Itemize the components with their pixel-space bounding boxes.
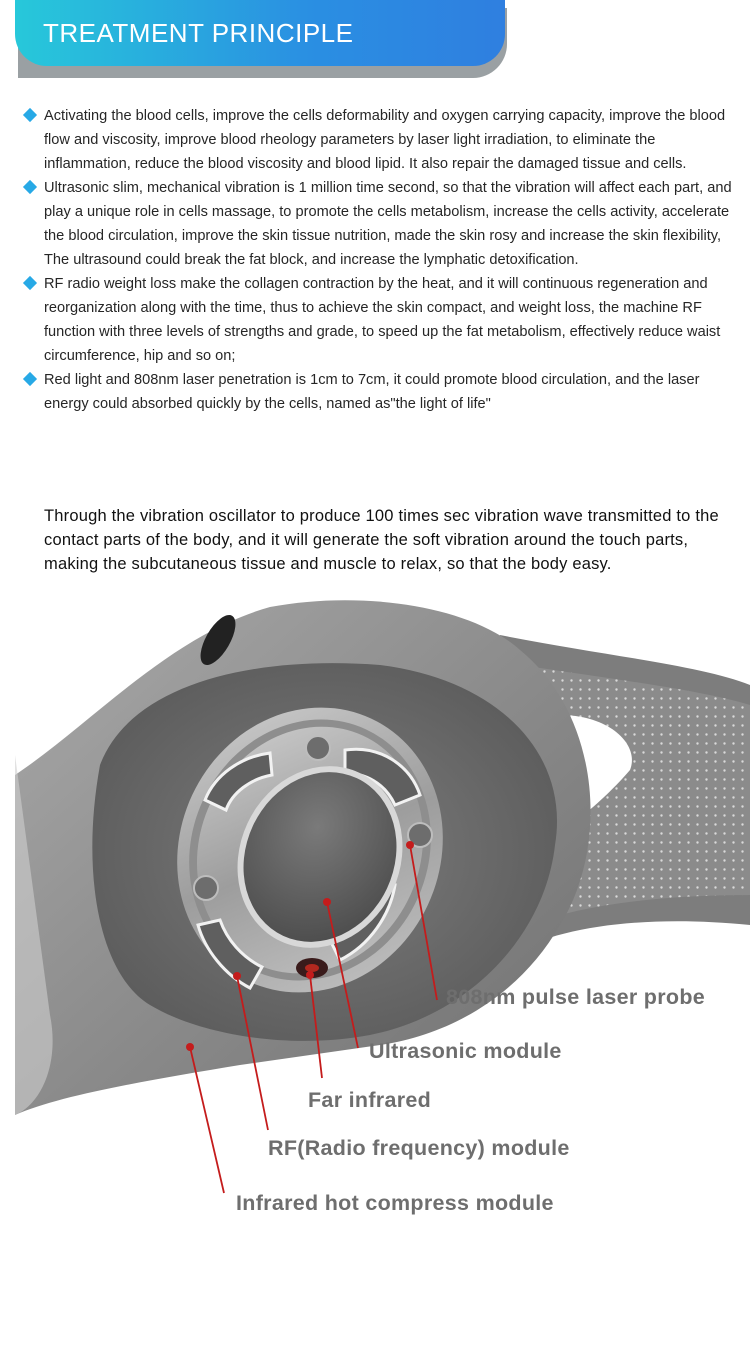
list-item-text: Red light and 808nm laser penetration is 1cm to 7cm, it could promote blood circulation, and the laser energy could absorbed quickly by the cells, named as"the light of life" (44, 372, 700, 412)
vibration-paragraph: Through the vibration oscillator to produce 100 times sec vibration wave transmitted to the contact parts of the body, and it will generate the soft vibration around the touch parts, making the subcutaneous tissue and muscle to relax, so that the body easy. (44, 506, 719, 573)
callout-ultrasonic-module: Ultrasonic module (369, 1039, 562, 1063)
callout-laser-probe: 808nm pulse laser probe (446, 985, 706, 1009)
list-item (22, 104, 732, 176)
list-item (22, 368, 732, 416)
principle-list (22, 104, 732, 416)
list-item-text: Ultrasonic slim, mechanical vibration is 1 million time second, so that the vibration will affect each part, and play a unique role in cells massage, to promote the cells metabolism, increase the cells activity, accelerate the blood circulation, improve the skin tissue nutrition, made the skin rosy and increase the skin flexibility, The ultrasound could break the fat block, and increase the lymphatic detoxification. (44, 180, 732, 268)
callout-infrared-hot-compress: Infrared hot compress module (236, 1191, 554, 1215)
diamond-bullet-icon (23, 180, 37, 194)
diamond-bullet-icon (23, 276, 37, 290)
list-item (22, 176, 732, 272)
device-illustration (0, 595, 750, 1235)
title-banner (15, 0, 505, 66)
callout-rf-module: RF(Radio frequency) module (268, 1136, 570, 1160)
list-item (22, 272, 732, 368)
diamond-bullet-icon (23, 108, 37, 122)
callout-far-infrared: Far infrared (308, 1088, 432, 1112)
page-title: TREATMENT PRINCIPLE (43, 17, 354, 48)
list-item-text: RF radio weight loss make the collagen contraction by the heat, and it will continuous regeneration and reorganization along with the time, thus to achieve the skin compact, and weight loss, the machine RF function with three levels of strengths and grade, to speed up the fat metabolism, effectively reduce waist circumference, hip and so on; (44, 276, 721, 364)
list-item-text: Activating the blood cells, improve the cells deformability and oxygen carrying capacity, improve the blood flow and viscosity, improve blood rheology parameters by laser light irradiation, to eliminate the inflammation, reduce the blood viscosity and blood lipid. It also repair the damaged tissue and cells. (44, 108, 726, 172)
diamond-bullet-icon (23, 372, 37, 386)
